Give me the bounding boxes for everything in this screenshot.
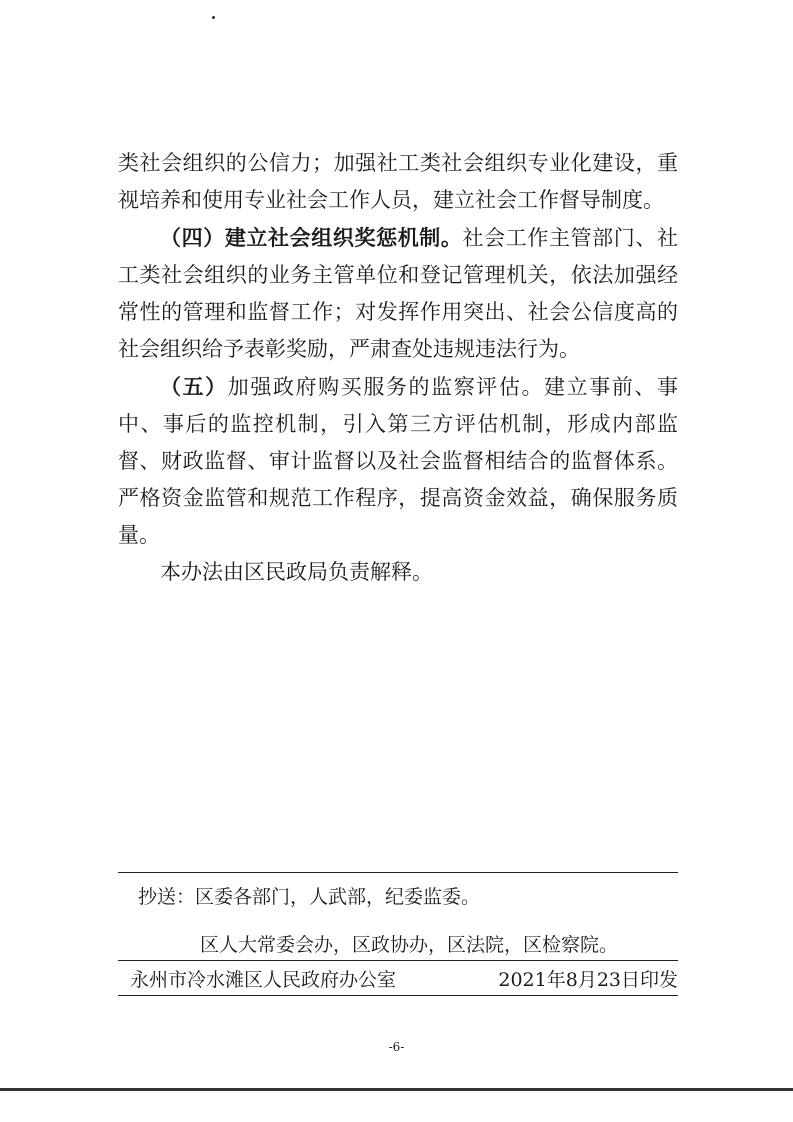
paragraph-section-4 xyxy=(118,219,678,368)
cc-top-rule xyxy=(118,872,678,873)
cc-line-1 xyxy=(118,885,678,909)
paragraph-text: 社会工作主管部门、社工类社会组织的业务主管单位和登记管理机关，依法加强经常性的管理和监督工作；对发挥作用突出、社会公信度高的社会组织给予表彰奖励，严肃查处违规违法行为。 xyxy=(118,226,679,361)
page-number: -6- xyxy=(388,1040,405,1054)
issuer-office: 永州市冷水滩区人民政府办公室 xyxy=(130,969,397,991)
issue-date: 2021年8月23日印发 xyxy=(498,969,678,991)
paragraph-continuation xyxy=(118,145,678,219)
cc-line-2 xyxy=(118,933,678,957)
section-heading: （四）建立社会组织奖惩机制。 xyxy=(160,225,463,250)
cc-recipients-1: 区委各部门，人武部，纪委监委。 xyxy=(195,886,481,908)
section-heading: （五） xyxy=(160,374,228,399)
paragraph-text: 类社会组织的公信力；加强社工类社会组织专业化建设，重视培养和使用专业社会工作人员，建立社会工作督导制度。 xyxy=(118,151,678,212)
cc-recipients-2: 区人大常委会办，区政协办，区法院，区检察院。 xyxy=(200,934,619,956)
paragraph-text: 加强政府购买服务的监察评估。建立事前、事中、事后的监控机制，引入第三方评估机制，形成内部监督、财政监督、审计监督以及社会监督相结合的监督体系。严格资金监管和规范工作程序，提高资金效益，确保服务质量。 xyxy=(118,375,679,547)
issuer-bottom-rule xyxy=(118,995,678,996)
paragraph-section-5 xyxy=(118,368,678,554)
document-body xyxy=(118,145,678,591)
scan-edge-line xyxy=(0,1088,793,1091)
cc-middle-rule xyxy=(118,960,678,961)
paragraph-interpretation xyxy=(118,554,678,591)
cc-label: 抄送： xyxy=(138,886,196,908)
paragraph-text: 本办法由区民政局负责解释。 xyxy=(160,560,433,584)
scan-dot xyxy=(212,16,215,19)
issuer-line xyxy=(118,968,678,992)
